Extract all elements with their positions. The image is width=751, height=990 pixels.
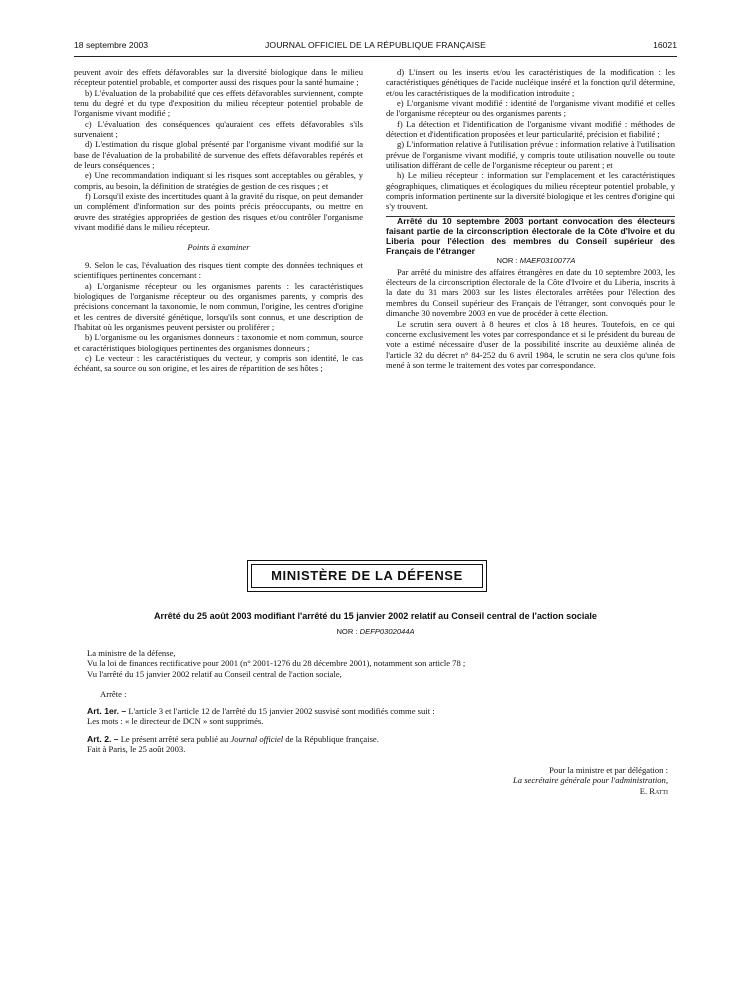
arrete-paragraph: Par arrêté du ministre des affaires étrangères en date du 10 septembre 2003, les électeurs de la circonscription électorale de la Côte d'Ivoire et du Liberia, inscrits à la date du 31 mars 2003 sur les listes électorales arrêtées pour l'élection des membres du Conseil supérieur des Français de l'étranger, sont convoqués pour le dimanche 30 novembre 2003 en vue de procéder à cette élection. xyxy=(386,266,675,319)
left-paragraph: peuvent avoir des effets défavorables sur la diversité biologique dans le milieu récepteur potentiel probable, et comporter aussi des risques pour la santé humaine ; xyxy=(74,67,363,88)
article-2-text: Le présent arrêté sera publié au xyxy=(120,734,229,744)
signature-block xyxy=(513,765,668,796)
right-paragraph: g) L'information relative à l'utilisation prévue : information relative à l'utilisation prévue de l'organisme vivant modifié, y compris toute utilisation nouvelle ou toute utilisation différant de celle de l'organisme récepteur ou parent ; et xyxy=(386,139,675,171)
header-journal-title: JOURNAL OFFICIEL DE LA RÉPUBLIQUE FRANÇAISE xyxy=(265,40,486,50)
article-1 xyxy=(87,706,687,716)
preamble-line: La ministre de la défense, xyxy=(87,648,176,658)
signatory-name: E. Ratti xyxy=(639,785,668,796)
page-header xyxy=(74,40,677,54)
left-paragraph: d) L'estimation du risque global présenté par l'organisme vivant modifié sur la base de l'évaluation de la probabilité de survenue des effets défavorables repérés et de leurs conséquences ; xyxy=(74,139,363,171)
left-paragraph: f) Lorsqu'il existe des incertitudes quant à la gravité du risque, on peut demander un complément d'information sur des points précis préoccupants, ou mettre en œuvre des stratégies appropriées de gestion des risques et/ou contrôler l'organisme vivant modifié dans le milieu récepteur. xyxy=(74,191,363,233)
right-column xyxy=(386,67,675,370)
arrete-title: Arrêté du 10 septembre 2003 portant convocation des électeurs faisant partie de la circonscription électorale de la Côte d'Ivoire et du Liberia pour l'élection des membres du Conseil supérieur des Français de l'étranger xyxy=(386,215,675,256)
preamble-line: Vu la loi de finances rectificative pour 2001 (n° 2001-1276 du 28 décembre 2001), notamment son article 78 ; xyxy=(87,658,466,669)
section-title: Points à examiner xyxy=(187,241,250,252)
left-column xyxy=(74,67,363,374)
right-paragraph: f) La détection et l'identification de l'organisme vivant modifié : méthodes de détection et d'identification proposées et leur particularité, précision et fiabilité ; xyxy=(386,118,675,140)
arrete-label: Arrête : xyxy=(100,689,127,699)
article-2-label: Art. 2. – xyxy=(87,734,119,744)
done-at: Fait à Paris, le 25 août 2003. xyxy=(87,744,186,755)
left-paragraph: 9. Selon le cas, l'évaluation des risques tient compte des données techniques et scientifiques pertinentes concernant : xyxy=(74,259,363,281)
header-page-number: 16021 xyxy=(653,40,677,50)
nor-reference xyxy=(386,256,675,266)
signature-title: La secrétaire générale pour l'administration, xyxy=(512,775,668,786)
ministry-heading: MINISTÈRE DE LA DÉFENSE xyxy=(251,564,483,588)
decree-article-1 xyxy=(87,706,687,727)
article-2 xyxy=(87,734,687,744)
left-paragraph: b) L'organisme ou les organismes donneurs : taxonomie et nom commun, source et caractéristiques biologiques pertinentes des organismes donneurs ; xyxy=(74,332,363,353)
left-paragraph: b) L'évaluation de la probabilité que ces effets défavorables surviennent, compte tenu du degré et du type d'exposition du milieu récepteur potentiel probable de l'organisme vivant modifié ; xyxy=(74,87,363,119)
article-1-text: L'article 3 et l'article 12 de l'arrêté du 15 janvier 2002 susvisé sont modifiés comme suit : xyxy=(128,706,435,716)
article-1-label: Art. 1er. – xyxy=(87,706,127,716)
decree-nor-reference xyxy=(74,627,677,636)
ministry-heading-box xyxy=(247,560,487,592)
header-date: 18 septembre 2003 xyxy=(74,40,149,50)
decree-title: Arrêté du 25 août 2003 modifiant l'arrêté du 15 janvier 2002 relatif au Conseil central de l'action sociale xyxy=(153,611,597,621)
right-paragraph: h) Le milieu récepteur : information sur l'emplacement et les caractéristiques géographiques, climatiques et écologiques du milieu récepteur potentiel probable, y compris information pertinente sur la diversité biologique et les centres d'origine qui s'y trouvent. xyxy=(386,170,675,212)
left-paragraph: c) L'évaluation des conséquences qu'auraient ces effets défavorables s'ils survenaient ; xyxy=(74,118,363,140)
signature-line: Pour la ministre et par délégation : xyxy=(549,765,668,775)
nor-code: MAEF0310077A xyxy=(519,256,576,266)
header-rule xyxy=(74,56,677,57)
left-paragraph: c) Le vecteur : les caractéristiques du vecteur, y compris son identité, le cas échéant, sa source ou son origine, et les aires de répartition de ses hôtes ; xyxy=(74,352,363,374)
nor-label: NOR : xyxy=(496,256,518,266)
article-2-journal-name: Journal officiel xyxy=(230,734,284,744)
left-paragraph: e) Une recommandation indiquant si les risques sont acceptables ou gérables, y compris, au besoin, la définition de stratégies de gestion de ces risques ; et xyxy=(74,170,363,191)
right-paragraph: d) L'insert ou les inserts et/ou les caractéristiques de la modification : les caractéristiques génétiques de l'acide nucléique inséré et la fonction qu'il détermine, et/ou les caractéristiques de la modification introduite ; xyxy=(386,67,675,98)
preamble-line: Vu l'arrêté du 15 janvier 2002 relatif au Conseil central de l'action sociale, xyxy=(87,668,342,679)
decree-article-2 xyxy=(87,734,687,755)
decree-nor-code: DEFP0302044A xyxy=(359,627,415,636)
article-1-detail: Les mots : « le directeur de DCN » sont supprimés. xyxy=(87,716,264,727)
decree-arrete xyxy=(87,689,687,699)
decree-nor-label: NOR : xyxy=(336,627,358,636)
decree-preamble xyxy=(87,648,687,679)
article-2-text-end: de la République française. xyxy=(285,734,379,744)
left-paragraph: a) L'organisme récepteur ou les organismes parents : les caractéristiques biologiques de l'organisme récepteur ou des organismes parents, y compris des précisions concernant la taxonomie, le nom commun, l'origine, les centres d'origine et les centres de diversité génétique, lorsqu'ils sont connus, et une description de l'habitat où les organismes peuvent persister ou proliférer ; xyxy=(74,280,363,332)
arrete-paragraph: Le scrutin sera ouvert à 8 heures et clos à 18 heures. Toutefois, en ce qui concerne exclusivement les votes par correspondance et si le président du bureau de vote a estimé nécessaire d'user de la possibilité inscrite au deuxième alinéa de l'article 32 du décret n° 84-252 du 6 avril 1984, le scrutin ne sera clos qu'une fois mené à son terme le traitement des votes par correspondance. xyxy=(386,318,675,370)
right-paragraph: e) L'organisme vivant modifié : identité de l'organisme vivant modifié et celles de l'organisme récepteur ou des organismes parents ; xyxy=(386,98,675,119)
